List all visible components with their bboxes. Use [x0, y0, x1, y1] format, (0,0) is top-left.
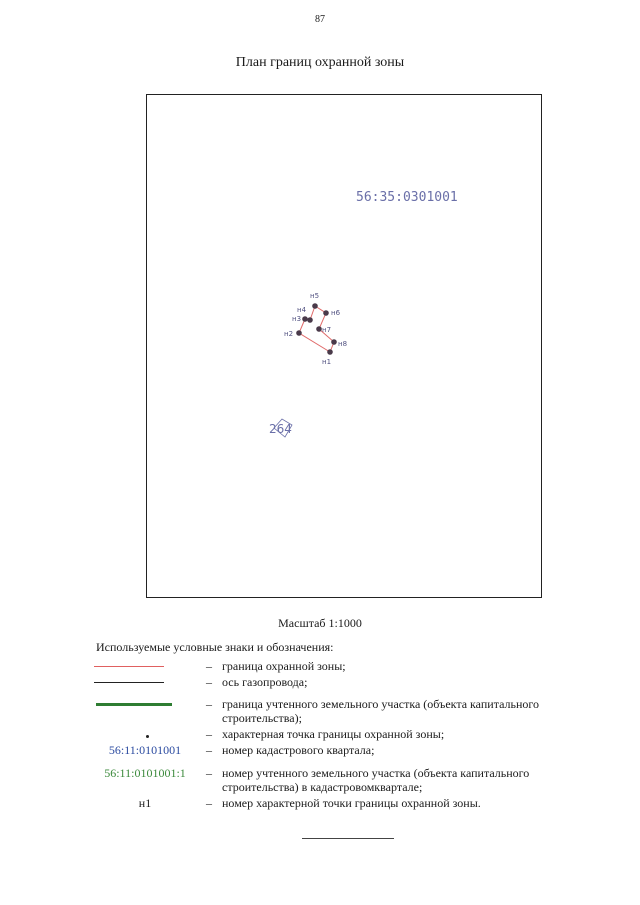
boundary-point-н7: [316, 326, 322, 332]
boundary-point-н6: [323, 310, 329, 316]
boundary-point-label: н3: [292, 315, 302, 323]
legend-symbol: 56:11:0101001:1: [104, 766, 186, 780]
legend-heading: Используемые условные знаки и обозначения:: [96, 640, 334, 654]
scale-label: Масштаб 1:1000: [278, 616, 362, 630]
quarter-number-label: 56:35:0301001: [356, 190, 458, 205]
legend-text: граница охранной зоны;: [222, 659, 346, 673]
boundary-point-н5: [312, 303, 318, 309]
page-title: План границ охранной зоны: [235, 55, 405, 70]
parcel-label-group: [269, 419, 292, 437]
boundary-point-н4: [307, 317, 313, 323]
boundary-point-н1: [327, 349, 333, 355]
red-line-symbol: [94, 666, 164, 667]
legend-dash: –: [206, 659, 212, 673]
black-line-symbol: [94, 682, 164, 683]
legend-symbol: 56:11:0101001: [108, 743, 182, 757]
boundary-point-н3: [302, 316, 308, 322]
page-number: 87: [315, 14, 325, 25]
legend-text: номер учтенного земельного участка (объекта капитального строительства) в кадастровомквартале;: [222, 766, 530, 794]
boundary-point-label: н1: [322, 358, 332, 366]
parcel-label: 264: [269, 422, 292, 436]
point-symbol: [146, 735, 149, 738]
boundary-point-н8: [331, 339, 337, 345]
boundary-point-label: н8: [338, 340, 348, 348]
legend-text: характерная точка границы охранной зоны;: [222, 727, 445, 741]
legend-dash: –: [206, 743, 212, 757]
legend-dash: –: [206, 697, 212, 711]
legend-text: номер кадастрового квартала;: [222, 743, 375, 757]
legend-dash: –: [206, 675, 212, 689]
boundary-point-label: н7: [322, 326, 332, 334]
legend-dash: –: [206, 766, 212, 780]
green-line-symbol: [96, 703, 172, 706]
boundary-point-label: н4: [297, 306, 307, 314]
legend-text: граница учтенного земельного участка (объекта капитального строительства);: [222, 697, 540, 725]
boundary-point-н2: [296, 330, 302, 336]
legend-dash: –: [206, 796, 212, 810]
boundary-point-label: н6: [331, 309, 341, 317]
bottom-divider: [302, 838, 394, 839]
legend-text: номер характерной точки границы охранной зоны.: [222, 796, 481, 810]
legend-dash: –: [206, 727, 212, 741]
boundary-point-label: н2: [284, 330, 294, 338]
legend-text: ось газопровода;: [222, 675, 308, 689]
boundary-point-label: н5: [310, 292, 320, 300]
boundary-points: [284, 292, 347, 366]
legend-symbol: н1: [138, 796, 152, 810]
